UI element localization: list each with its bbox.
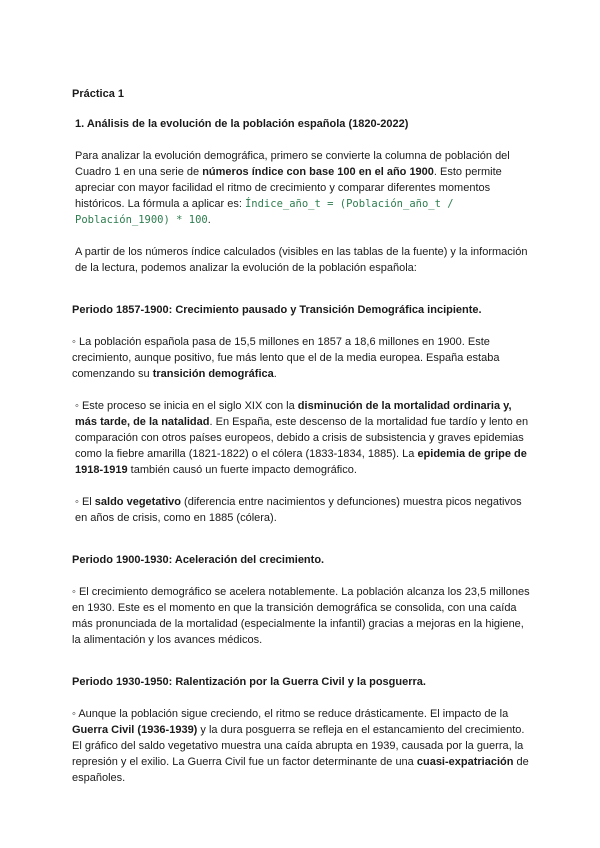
paragraph-bold: epidemia de gripe de 1918-1919 [75, 448, 527, 476]
intro-paragraph-2: A partir de los números índice calculados (visibles en las tablas de la fuente) y la información de la lectura, podemos analizar la evolución de la población española: [75, 246, 528, 274]
page-title: Práctica 1 [72, 88, 124, 100]
paragraph [72, 494, 530, 526]
paragraph-text: y la dura posguerra se refleja en el estancamiento del crecimiento. El gráfico del saldo vegetativo muestra una caída abrupta en 1939, causada por la guerra, la represión y el exilio. La Guerra Civil fue un factor determinante de una [72, 724, 525, 768]
intro-paragraph [72, 148, 530, 228]
paragraph-bold: saldo vegetativo [94, 496, 181, 508]
paragraph-bold: transición demográfica [152, 368, 274, 380]
paragraph-bold: Guerra Civil (1936-1939) [72, 724, 198, 736]
paragraph-bold: cuasi-expatriación [416, 756, 514, 768]
paragraph-text: . [273, 368, 277, 380]
section-subtitle: 1. Análisis de la evolución de la población española (1820-2022) [75, 118, 409, 130]
paragraph [72, 706, 530, 786]
paragraph-bold: disminución de la mortalidad ordinaria y, más tarde, de la natalidad [75, 400, 512, 428]
section-heading-1857-1900: Periodo 1857-1900: Crecimiento pausado y Transición Demográfica incipiente. [72, 304, 482, 316]
paragraph-text: ◦ La población española pasa de 15,5 millones en 1857 a 18,6 millones en 1900. Este crecimiento, aunque positivo, fue más lento que el de la media europea. España estaba comenzando su [72, 336, 500, 380]
intro-bold: números índice con base 100 en el año 1900 [202, 166, 434, 178]
document-body [72, 86, 530, 802]
paragraph-text: . En España, este descenso de la mortalidad fue tardío y lento en comparación con otros países europeos, debido a crisis de subsistencia y graves epidemias como la fiebre amarilla (1821-1822) o el cólera (1833-1834, 1885). La [75, 416, 529, 460]
paragraph-text: también causó un fuerte impacto demográfico. [127, 464, 357, 476]
paragraph [72, 398, 530, 478]
paragraph-text: ◦ El [75, 496, 95, 508]
paragraph-text: (diferencia entre nacimientos y defunciones) muestra picos negativos en años de crisis, como en 1885 (cólera). [75, 496, 522, 524]
section-heading-1900-1930: Periodo 1900-1930: Aceleración del crecimiento. [72, 554, 325, 566]
intro-text: Para analizar la evolución demográfica, primero se convierte la columna de población del Cuadro 1 en una serie de [75, 150, 510, 178]
paragraph-text: ◦ Aunque la población sigue creciendo, el ritmo se reduce drásticamente. El impacto de la [72, 708, 509, 720]
intro-text: . Esto permite apreciar con mayor facilidad el ritmo de crecimiento y comparar diferentes momentos históricos. La fórmula a aplicar es: [75, 166, 502, 210]
paragraph [72, 334, 530, 382]
intro-text: . [207, 214, 211, 226]
paragraph-text: ◦ Este proceso se inicia en el siglo XIX con la [75, 400, 298, 412]
paragraph-text: de españoles. [72, 756, 529, 784]
paragraph: ◦ El crecimiento demográfico se acelera notablemente. La población alcanza los 23,5 millones en 1930. Este es el momento en que la transición demográfica se consolida, con una caída más pronunciada de la mortalidad (especialmente la infantil) gracias a mejoras en la higiene, la alimentación y los avances médicos. [72, 586, 530, 646]
formula-code: Índice_año_t = (Población_año_t / Población_1900) * 100 [75, 198, 454, 226]
section-heading-1930-1950: Periodo 1930-1950: Ralentización por la Guerra Civil y la posguerra. [72, 676, 426, 688]
